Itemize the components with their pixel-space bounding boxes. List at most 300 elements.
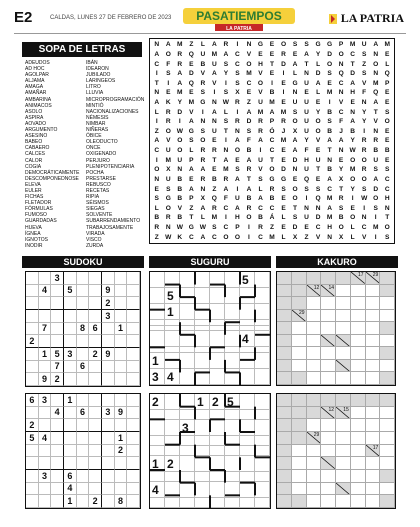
- word-search-letter: U: [361, 41, 367, 49]
- word-list-item: SIEGAS: [86, 206, 105, 213]
- word-search-letter: F: [246, 137, 251, 145]
- word-search-letter: O: [154, 166, 160, 174]
- word-search-letter: O: [361, 175, 367, 183]
- word-search-letter: N: [292, 89, 298, 97]
- sudoku-cell: [77, 297, 90, 310]
- kakuro-cell: [366, 297, 381, 310]
- word-search-letter: R: [281, 50, 286, 58]
- word-search-letter: C: [235, 60, 240, 68]
- word-search-letter: Z: [269, 224, 274, 232]
- word-search-letter: S: [304, 41, 309, 49]
- kakuro-cell: [321, 432, 336, 445]
- word-search-letter: N: [373, 127, 379, 135]
- word-search-letter: S: [385, 233, 390, 241]
- word-search-letter: L: [189, 147, 194, 155]
- word-search-letter: M: [326, 195, 333, 203]
- word-search-letter: S: [361, 50, 367, 58]
- kakuro-cell: [307, 457, 322, 470]
- sudoku-cell: [127, 495, 140, 508]
- sudoku-cell: [51, 432, 64, 445]
- word-search-letter: I: [248, 233, 250, 241]
- word-search-letter: J: [281, 127, 286, 135]
- word-search-letter: E: [315, 147, 321, 155]
- word-search-letter: R: [200, 79, 206, 87]
- sudoku-cell: 6: [77, 361, 90, 374]
- kakuro-cell: [366, 322, 381, 335]
- word-search-letter: J: [339, 127, 343, 135]
- kakuro-clue: 17: [372, 444, 379, 451]
- sudoku-cell: 4: [39, 285, 52, 298]
- word-list-item: HUEVA: [25, 224, 42, 231]
- sudoku-cell: [127, 432, 140, 445]
- sudoku-cell: 3: [102, 407, 115, 420]
- sudoku-cell: [115, 297, 128, 310]
- word-search-letter: O: [200, 137, 206, 145]
- word-list-item: PERJURO: [86, 157, 110, 164]
- word-search-letter: T: [212, 156, 217, 164]
- kakuro-cell: [366, 360, 381, 373]
- word-search-letter: A: [258, 137, 263, 145]
- word-search-letter: I: [213, 89, 216, 97]
- kakuro-cell: [380, 297, 395, 310]
- word-search-letter: Z: [362, 60, 367, 68]
- word-search-letter: R: [281, 118, 286, 126]
- word-search-letter: O: [177, 137, 183, 145]
- word-search-letter: D: [292, 224, 298, 232]
- sudoku-cell: [39, 272, 52, 285]
- kakuro-cell: [277, 419, 292, 432]
- word-list-item: SUBARRENDAMIENTO: [86, 218, 141, 225]
- word-list-item: OLEODUCTO: [86, 139, 118, 146]
- sudoku-cell: [77, 470, 90, 483]
- kakuro-cell: [277, 285, 292, 298]
- word-list-item: FICHAS: [25, 194, 44, 201]
- word-search-letter: A: [211, 41, 217, 49]
- sudoku-cell: [127, 373, 140, 386]
- kakuro-cell: [351, 394, 366, 407]
- word-search-letter: E: [281, 156, 286, 164]
- word-search-letter: E: [246, 89, 252, 97]
- word-search-letter: A: [211, 70, 217, 78]
- word-search-letter: N: [177, 166, 183, 174]
- kakuro-cell: [366, 272, 381, 285]
- kakuro-puzzle-2: [276, 393, 396, 509]
- word-search-letter: M: [177, 89, 183, 97]
- word-search-letter: O: [327, 60, 333, 68]
- word-search-letter: E: [385, 89, 390, 97]
- kakuro-cell: [380, 470, 395, 483]
- word-search-letter: U: [177, 156, 183, 164]
- word-search-letter: N: [292, 166, 298, 174]
- kakuro-cell: [321, 495, 336, 508]
- sudoku-cell: 4: [39, 432, 52, 445]
- kakuro-cell: [292, 285, 307, 298]
- kakuro-cell: [277, 407, 292, 420]
- word-search-letter: D: [246, 118, 252, 126]
- word-search-letter: W: [222, 99, 230, 107]
- brand-name: LA PATRIA: [340, 11, 404, 25]
- word-search-letter: A: [211, 108, 217, 116]
- word-search-letter: C: [269, 147, 275, 155]
- word-search-letter: G: [292, 79, 298, 87]
- suguru-cell: 4: [150, 482, 165, 498]
- suguru-cell: 2: [150, 394, 165, 410]
- kakuro-cell: [277, 483, 292, 496]
- kakuro-cell: [277, 347, 292, 360]
- word-search-letter: T: [223, 127, 228, 135]
- word-list-item: BABEO: [25, 139, 43, 146]
- word-search-letter: N: [200, 185, 206, 193]
- word-search-letter: A: [154, 99, 160, 107]
- suguru-cell: 4: [240, 331, 255, 347]
- word-search-letter: G: [269, 175, 275, 183]
- sudoku-cell: [115, 457, 128, 470]
- word-list-item: SÉISMOS: [86, 200, 109, 207]
- word-list-item: MINTIÓ: [86, 102, 104, 109]
- word-search-letter: U: [304, 166, 309, 174]
- word-search-letter: A: [154, 50, 160, 58]
- word-search-letter: R: [361, 166, 367, 174]
- word-list-item: AOVADO: [25, 120, 47, 127]
- word-list-item: NÉMESIS: [86, 114, 109, 121]
- word-list-item: ÓBICE: [86, 133, 102, 140]
- sudoku-cell: [89, 394, 102, 407]
- svg-text:LA PATRIA: LA PATRIA: [226, 26, 252, 32]
- word-search-letter: E: [269, 50, 275, 58]
- word-search-letter: V: [166, 137, 171, 145]
- sudoku-cell: [127, 272, 140, 285]
- word-list-item: ANIMACOS: [25, 102, 52, 109]
- kakuro-cell: [321, 310, 336, 323]
- word-search-letter: Q: [188, 79, 194, 87]
- word-search-letter: A: [292, 137, 298, 145]
- kakuro-cell: [292, 483, 307, 496]
- word-search-letter: N: [235, 127, 240, 135]
- word-search-letter: Y: [338, 166, 344, 174]
- sudoku-cell: [127, 470, 140, 483]
- word-search-letter: I: [155, 70, 158, 78]
- kakuro-cell: [351, 457, 366, 470]
- kakuro-cell: [351, 407, 366, 420]
- word-search-letter: F: [339, 118, 344, 126]
- word-search-letter: R: [154, 224, 160, 232]
- sudoku-cell: [26, 348, 39, 361]
- word-list-item: AMBARINA: [25, 96, 52, 103]
- word-search-letter: O: [350, 156, 356, 164]
- word-search-letter: B: [177, 175, 183, 183]
- word-search-letter: S: [166, 70, 171, 78]
- word-search-letter: E: [304, 89, 309, 97]
- sudoku-cell: 2: [26, 419, 39, 432]
- word-search-letter: B: [258, 214, 263, 222]
- sudoku-cell: [89, 373, 102, 386]
- suguru-cell: 2: [165, 456, 180, 472]
- word-list-item: ARGUMENTO: [25, 127, 58, 134]
- word-search-letter: R: [177, 60, 183, 68]
- word-search-letter: A: [200, 204, 206, 212]
- suguru-title: SUGURU: [149, 256, 271, 268]
- sudoku-cell: [127, 407, 140, 420]
- word-search-letter: M: [165, 156, 172, 164]
- sudoku-cell: [89, 335, 102, 348]
- word-search-letter: O: [223, 233, 229, 241]
- sudoku-cell: [127, 394, 140, 407]
- sudoku-cell: [26, 407, 39, 420]
- word-list-item: FLETADOR: [25, 200, 52, 207]
- word-search-letter: C: [188, 233, 194, 241]
- word-search-letter: B: [177, 214, 183, 222]
- sudoku-cell: [115, 470, 128, 483]
- sudoku-cell: [77, 419, 90, 432]
- word-search-letter: S: [223, 60, 229, 68]
- sudoku-cell: [51, 483, 64, 496]
- suguru-region-walls: [150, 272, 270, 385]
- word-search-letter: U: [165, 147, 171, 155]
- word-search-letter: E: [212, 137, 217, 145]
- word-search-letter: V: [373, 118, 378, 126]
- word-list-item: REBUSCO: [86, 181, 111, 188]
- sudoku-cell: 8: [77, 323, 90, 336]
- kakuro-cell: [366, 495, 381, 508]
- word-search-letter: A: [188, 166, 194, 174]
- word-search-letter: N: [200, 118, 206, 126]
- word-search-letter: M: [280, 137, 287, 145]
- sudoku-cell: [102, 361, 115, 374]
- word-search-letter: V: [258, 89, 263, 97]
- sudoku-cell: [127, 483, 140, 496]
- word-search-letter: S: [338, 204, 344, 212]
- sudoku-cell: [26, 323, 39, 336]
- sudoku-cell: [77, 285, 90, 298]
- word-search-letter: O: [373, 60, 379, 68]
- word-list-item: ASOLO: [25, 108, 43, 115]
- sudoku-cell: [64, 373, 77, 386]
- suguru-cell: 1: [150, 456, 165, 472]
- sudoku-cell: 4: [64, 483, 77, 496]
- word-search-letter: A: [235, 204, 240, 212]
- word-search-letter: O: [384, 224, 390, 232]
- word-search-letter: Z: [246, 99, 251, 107]
- kakuro-cell: [366, 445, 381, 458]
- word-list-item: VISCO: [86, 236, 102, 243]
- kakuro-cell: [366, 347, 381, 360]
- sudoku-cell: 1: [115, 323, 128, 336]
- word-search-letter: E: [269, 41, 275, 49]
- kakuro-cell: [292, 360, 307, 373]
- sudoku-cell: [127, 297, 140, 310]
- word-search-letter: A: [258, 195, 263, 203]
- word-search-letter: O: [269, 166, 275, 174]
- word-search-letter: Y: [350, 137, 355, 145]
- suguru-cell: 1: [150, 353, 165, 369]
- word-search-letter: A: [235, 175, 240, 183]
- word-search-letter: O: [246, 214, 252, 222]
- kakuro-cell: [277, 470, 292, 483]
- word-search-letter: I: [155, 118, 158, 126]
- sudoku-cell: [127, 348, 140, 361]
- suguru-cell: 1: [195, 394, 210, 410]
- sudoku-cell: 3: [102, 310, 115, 323]
- word-search-letter: B: [373, 147, 379, 155]
- kakuro-cell: [307, 483, 322, 496]
- word-search-letter: A: [200, 166, 206, 174]
- kakuro-cell: [366, 432, 381, 445]
- word-search-letter: B: [350, 127, 356, 135]
- word-search-letter: I: [155, 156, 158, 164]
- word-search-letter: L: [316, 60, 321, 68]
- word-search-letter: D: [350, 70, 356, 78]
- word-search-letter: Á: [269, 214, 275, 222]
- sudoku-cell: [115, 373, 128, 386]
- word-search-letter: M: [372, 79, 379, 87]
- word-search-letter: S: [292, 41, 298, 49]
- word-search-letter: O: [165, 204, 171, 212]
- kakuro-cell: [307, 470, 322, 483]
- kakuro-cell: [336, 419, 351, 432]
- word-search-letter: R: [165, 118, 171, 126]
- word-search-letter: E: [315, 175, 321, 183]
- word-search-letter: O: [338, 224, 344, 232]
- word-search-letter: N: [154, 89, 160, 97]
- word-search-letter: M: [326, 89, 333, 97]
- word-search-letter: E: [281, 99, 286, 107]
- word-list-item: ADEUDOS: [25, 60, 50, 66]
- sudoku-cell: [51, 445, 64, 458]
- kakuro-cell: [380, 394, 395, 407]
- word-list-item: FUMOSO: [25, 212, 47, 219]
- word-search-letter: Z: [154, 233, 159, 241]
- word-search-letter: X: [200, 195, 206, 203]
- sudoku-cell: [102, 419, 115, 432]
- sudoku-cell: 7: [51, 361, 64, 374]
- word-search-letter: N: [223, 147, 229, 155]
- word-search-letter: N: [373, 50, 379, 58]
- word-list-item: POCHA: [86, 169, 104, 176]
- word-search-letter: T: [350, 60, 355, 68]
- word-list-item: LLUVIA: [86, 90, 104, 97]
- word-search-letter: C: [258, 204, 263, 212]
- word-search-letter: T: [293, 204, 298, 212]
- word-search-letter: R: [258, 118, 263, 126]
- word-search-letter: B: [327, 166, 332, 174]
- sudoku-cell: [39, 457, 52, 470]
- word-search-letter: R: [269, 185, 275, 193]
- word-list-item: ASESINO: [25, 133, 48, 140]
- kakuro-cell: [336, 483, 351, 496]
- word-search-letter: I: [305, 195, 308, 203]
- word-search-letter: C: [350, 50, 356, 58]
- sudoku-cell: [39, 495, 52, 508]
- kakuro-clue: 12: [328, 406, 334, 413]
- sudoku-puzzle-1: [25, 271, 141, 387]
- kakuro-cell: [336, 310, 351, 323]
- word-search-letter: E: [189, 60, 194, 68]
- kakuro-cell: [307, 394, 322, 407]
- word-search-letter: K: [165, 99, 171, 107]
- word-search-letter: S: [246, 127, 252, 135]
- sudoku-cell: [26, 285, 39, 298]
- word-search-letter: Q: [373, 89, 379, 97]
- suguru-cell: 5: [240, 272, 255, 288]
- sudoku-cell: [102, 445, 115, 458]
- word-search-letter: T: [327, 147, 332, 155]
- kakuro-cell: [292, 445, 307, 458]
- word-search-letter: S: [373, 166, 378, 174]
- word-search-letter: S: [385, 108, 390, 116]
- word-search-letter: R: [246, 166, 252, 174]
- word-search-letter: R: [235, 118, 240, 126]
- word-search-letter: Z: [189, 204, 194, 212]
- word-search-letter: O: [338, 50, 344, 58]
- kakuro-cell: [292, 470, 307, 483]
- kakuro-cell: [277, 495, 292, 508]
- sudoku-cell: [115, 272, 128, 285]
- word-search-letter: R: [258, 224, 263, 232]
- kakuro-cell: [292, 419, 307, 432]
- word-search-letter: H: [304, 156, 309, 164]
- kakuro-cell: [351, 347, 366, 360]
- kakuro-cell: [366, 419, 381, 432]
- word-search-letter: U: [235, 195, 240, 203]
- sudoku-cell: [64, 297, 77, 310]
- word-search-letter: S: [361, 70, 367, 78]
- kakuro-cell: [366, 407, 381, 420]
- sudoku-cell: [102, 432, 115, 445]
- kakuro-cell: [307, 445, 322, 458]
- word-list-item: JUBILADO: [86, 72, 111, 79]
- word-search-letter: E: [304, 224, 309, 232]
- kakuro-cell: [380, 445, 395, 458]
- sudoku-cell: 6: [77, 407, 90, 420]
- kakuro-cell: [292, 457, 307, 470]
- word-search-letter: A: [246, 108, 252, 116]
- suguru-puzzle-2: [149, 393, 271, 509]
- kakuro-cell: [336, 432, 351, 445]
- sudoku-cell: [51, 297, 64, 310]
- sudoku-cell: [26, 297, 39, 310]
- sudoku-cell: [39, 407, 52, 420]
- word-search-letter: S: [258, 175, 263, 183]
- word-search-letter: W: [361, 195, 368, 203]
- word-search-letter: H: [350, 89, 356, 97]
- sudoku-cell: [127, 419, 140, 432]
- sudoku-cell: [115, 361, 128, 374]
- sudoku-cell: [51, 470, 64, 483]
- word-search-letter: O: [292, 118, 298, 126]
- sudoku-cell: [127, 285, 140, 298]
- word-search-letter: X: [235, 89, 240, 97]
- kakuro-cell: [366, 457, 381, 470]
- word-search-grid: [149, 38, 395, 244]
- word-search-letter: R: [211, 204, 217, 212]
- word-search-letter: G: [327, 41, 333, 49]
- sudoku-cell: 2: [102, 297, 115, 310]
- word-search-letter: N: [165, 224, 171, 232]
- word-list-item: ELEVA: [25, 181, 41, 188]
- word-search-letter: S: [200, 89, 206, 97]
- word-search-letter: A: [327, 137, 332, 145]
- kakuro-cell: [277, 310, 292, 323]
- word-search-letter: E: [281, 147, 286, 155]
- kakuro-cell: [321, 445, 336, 458]
- sudoku-cell: [89, 272, 102, 285]
- kakuro-cell: [307, 272, 322, 285]
- sudoku-cell: [77, 394, 90, 407]
- word-search-letter: M: [326, 214, 333, 222]
- sopa-title: SOPA DE LETRAS: [22, 42, 142, 57]
- word-search-letter: A: [304, 50, 309, 58]
- word-search-letter: M: [177, 41, 183, 49]
